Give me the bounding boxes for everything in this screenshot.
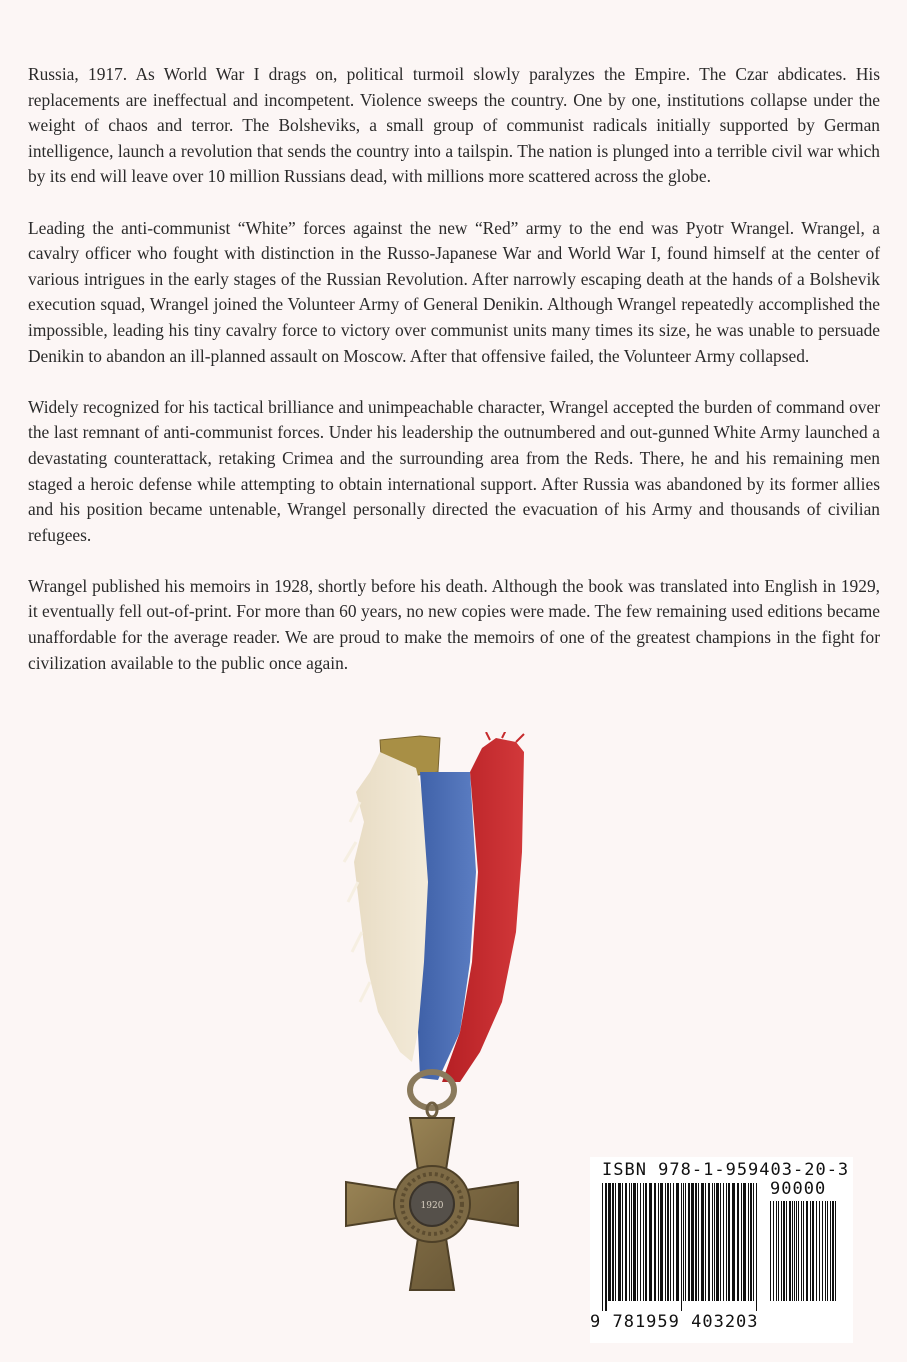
barcode-bar: [819, 1201, 820, 1301]
barcode-bar: [698, 1183, 699, 1301]
barcode-bar: [776, 1201, 777, 1301]
barcode-bar: [622, 1183, 623, 1301]
barcode-bar: [756, 1183, 757, 1311]
barcode-bar: [726, 1183, 727, 1301]
barcode-bar: [631, 1183, 632, 1301]
ean-digits: 9 781959 403203: [590, 1312, 759, 1332]
barcode-bar: [640, 1183, 641, 1301]
barcode-bar: [685, 1183, 686, 1301]
barcode-bar: [825, 1201, 826, 1301]
barcode-bar: [712, 1183, 713, 1301]
barcode-bar: [794, 1201, 795, 1301]
barcode-bar: [705, 1183, 706, 1301]
barcode-bar: [618, 1183, 621, 1301]
barcode-bar: [608, 1183, 611, 1301]
barcode-bar: [723, 1183, 724, 1301]
barcode-bar: [665, 1183, 666, 1301]
barcode-bar: [816, 1201, 817, 1301]
barcode-bar: [695, 1183, 697, 1301]
barcode-bar: [830, 1201, 831, 1301]
addon-bars: [770, 1201, 840, 1311]
barcode-bar: [801, 1201, 802, 1301]
barcode-bar: [832, 1201, 834, 1301]
barcode-bar: [660, 1183, 663, 1301]
barcode-bar: [783, 1201, 785, 1301]
barcode-bar: [701, 1183, 704, 1301]
barcode-bar: [737, 1183, 739, 1301]
medal-image: [320, 732, 550, 1362]
barcode-bar: [781, 1201, 782, 1301]
barcode-bar: [720, 1183, 721, 1301]
barcode-bar: [748, 1183, 749, 1301]
barcode-bar: [806, 1201, 808, 1301]
blurb-paragraph-2: Leading the anti-communist “White” forces against the new “Red” army to the end was Pyotr Wrangel. Wrangel, a cavalry officer who fought with distinction in the Russo-Japanese War and World War I, found himself at the center of various intrigues in the early stages of the Russian Revolution. After narrowly escaping death at the hands of a Bolshevik execution squad, Wrangel joined the Volunteer Army of General Denikin. Although Wrangel repeatedly accomplished the impossible, leading his tiny cavalry force to victory over communist units many times its size, he was unable to persuade Denikin to abandon an ill-planned assault on Moscow. After that offensive failed, the Volunteer Army collapsed.: [28, 217, 880, 366]
barcode-bar: [732, 1183, 735, 1301]
barcode-bar: [714, 1183, 715, 1301]
medal-inscription: 1920: [420, 1201, 444, 1211]
barcode-bar: [625, 1183, 627, 1301]
barcode-bar: [835, 1201, 836, 1301]
barcode-bar: [792, 1201, 793, 1301]
barcode-bar: [645, 1183, 647, 1301]
barcode-bar: [676, 1183, 679, 1301]
barcode-bar: [812, 1201, 814, 1301]
back-cover-blurb: [28, 62, 880, 702]
barcode-bar: [716, 1183, 719, 1301]
barcode-bar: [681, 1183, 682, 1311]
barcode-bar: [822, 1201, 823, 1301]
barcode-bar: [778, 1201, 779, 1301]
barcode-bar: [670, 1183, 671, 1301]
barcode-bar: [789, 1201, 791, 1301]
barcode-bar: [796, 1201, 797, 1301]
barcode-bar: [683, 1183, 684, 1301]
st-george-cross: [346, 1118, 518, 1290]
barcode-bar: [750, 1183, 752, 1301]
barcode-bar: [753, 1183, 754, 1301]
barcode-bar: [708, 1183, 710, 1301]
ean-bars: [602, 1183, 762, 1311]
barcode-bar: [637, 1183, 638, 1301]
barcode-bar: [633, 1183, 636, 1301]
barcode-bar: [658, 1183, 659, 1301]
barcode-bar: [688, 1183, 690, 1301]
blurb-paragraph-3: Widely recognized for his tactical brilliance and unimpeachable character, Wrangel accepted the burden of command over the last remnant of anti-communist forces. Under his leadership the outnumbered and out-gunned White Army launched a devastating counterattack, retaking Crimea and the surrounding area from the Reds. There, he and his remaining men staged a heroic defense while attempting to obtain international support. After Russia was abandoned by its former allies and his position became untenable, Wrangel personally directed the evacuation of his Army and thousands of civilian refugees.: [28, 396, 880, 545]
isbn-label: ISBN 978-1-959403-20-3: [602, 1160, 850, 1180]
barcode-bar: [667, 1183, 669, 1301]
barcode-bar: [605, 1183, 607, 1311]
barcode-bar: [629, 1183, 630, 1301]
barcode-bar: [649, 1183, 652, 1301]
barcode-bar: [798, 1201, 799, 1301]
barcode-bar: [770, 1201, 771, 1301]
barcode-bar: [743, 1183, 746, 1301]
isbn-barcode: [590, 1157, 853, 1343]
price-code: 90000: [770, 1179, 827, 1199]
blurb-paragraph-4: Wrangel published his memoirs in 1928, shortly before his death. Although the book was translated into English in 1929, it eventually fell out-of-print. For more than 60 years, no new copies were made. The few remaining used editions became unaffordable for the average reader. We are proud to make the memoirs of one of the greatest champions in the fight for civilization available to the public once again.: [28, 575, 880, 673]
barcode-bar: [773, 1201, 774, 1301]
barcode-bar: [827, 1201, 828, 1301]
barcode-bar: [654, 1183, 656, 1301]
barcode-bar: [615, 1183, 616, 1301]
barcode-bar: [810, 1201, 811, 1301]
barcode-bar: [786, 1201, 787, 1301]
barcode-bar: [803, 1201, 804, 1301]
barcode-bar: [643, 1183, 644, 1301]
barcode-bar: [602, 1183, 603, 1311]
barcode-bar: [673, 1183, 674, 1301]
barcode-bar: [691, 1183, 694, 1301]
barcode-bar: [728, 1183, 730, 1301]
barcode-bar: [741, 1183, 742, 1301]
barcode-bar: [612, 1183, 614, 1301]
blurb-paragraph-1: Russia, 1917. As World War I drags on, political turmoil slowly paralyzes the Empire. The Czar abdicates. His replacements are ineffectual and incompetent. Violence sweeps the country. One by one, institutions collapse under the weight of chaos and terror. The Bolsheviks, a small group of communist radicals initially supported by German intelligence, launch a revolution that sends the country into a tailspin. The nation is plunged into a terrible civil war which by its end will leave over 10 million Russians dead, with millions more scattered across the globe.: [28, 64, 880, 187]
